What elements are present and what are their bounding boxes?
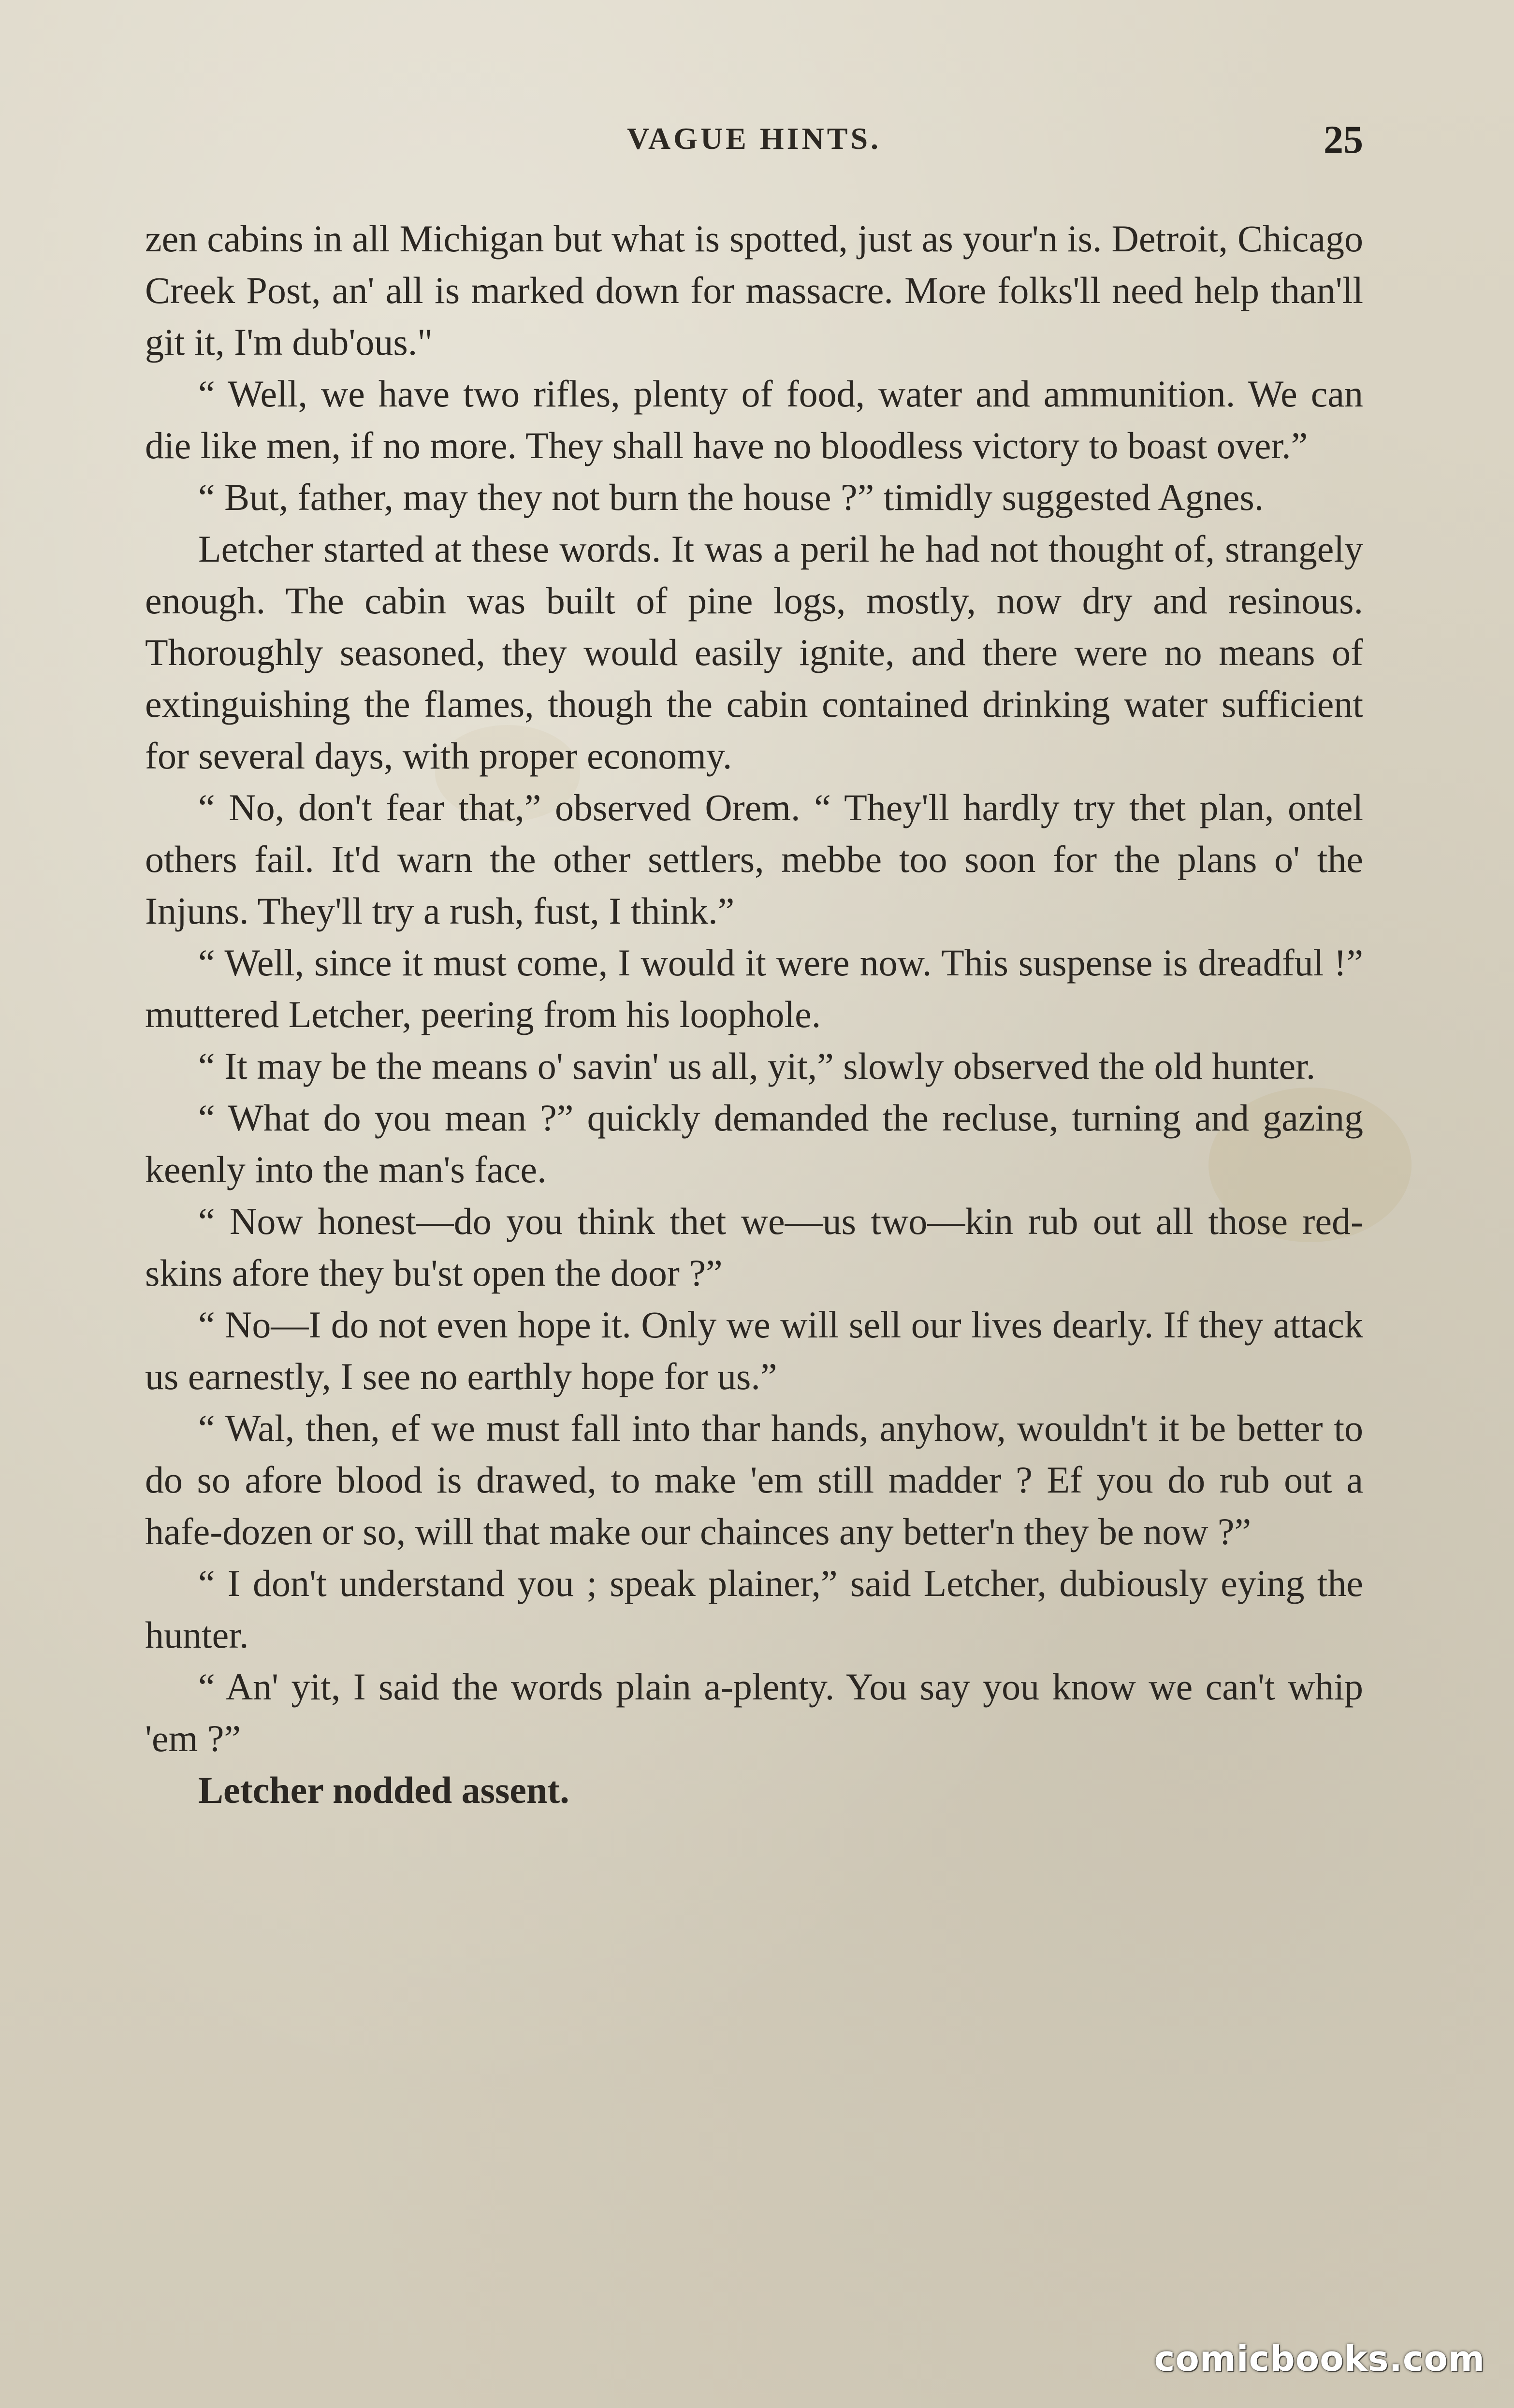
watermark: comicbooks.com <box>1154 2338 1485 2379</box>
paragraph: “ I don't understand you ; speak plainer,” said Letcher, dubiously eying the hunter. <box>145 1562 1363 1656</box>
paragraph: Letcher started at these words. It was a peril he had not thought of, strangely enough. The cabin was built of pine logs, mostly, now dry and resinous. Thoroughly seasoned, they would easily ignite, and there were no means of extinguishing the flames, though the cabin contained drinking water sufficient for several days, with proper economy. <box>145 528 1363 777</box>
page-number: 25 <box>1324 117 1363 161</box>
paragraph: “ An' yit, I said the words plain a-plenty. You say you know we can't whip 'em ?” <box>145 1666 1363 1759</box>
paragraph: “ It may be the means o' savin' us all, yit,” slowly observed the old hunter. <box>198 1045 1316 1087</box>
paragraph: “ But, father, may they not burn the house ?” timidly suggested Agnes. <box>198 476 1264 518</box>
paragraph: zen cabins in all Michigan but what is spotted, just as your'n is. Detroit, Chicago Creek Post, an' all is marked down for massacre. More folks'll need help than'll git it, I'm dub'ous." <box>145 218 1363 363</box>
running-head <box>145 117 1363 174</box>
paragraph: “ Wal, then, ef we must fall into thar hands, anyhow, wouldn't it be better to do so afore blood is drawed, to make 'em still madder ? Ef you do rub out a hafe-dozen or so, will that make our chainces any better'n they be now ?” <box>145 1407 1363 1552</box>
paragraph: “ Well, we have two rifles, plenty of food, water and ammunition. We can die like men, if no more. They shall have no bloodless victory to boast over.” <box>145 373 1363 466</box>
paragraph: “ What do you mean ?” quickly demanded the recluse, turning and gazing keenly into the man's face. <box>145 1097 1363 1190</box>
paragraph: “ Now honest—do you think thet we—us two—kin rub out all those red-skins afore they bu'st open the door ?” <box>145 1200 1363 1294</box>
paragraph: Letcher nodded assent. <box>198 1769 569 1811</box>
running-title: VAGUE HINTS. <box>626 121 882 156</box>
paragraph: “ No, don't fear that,” observed Orem. “ They'll hardly try thet plan, ontel others fail. It'd warn the other settlers, mebbe too soon for the plans o' the Injuns. They'll try a rush, fust, I think.” <box>145 786 1363 932</box>
paragraph: “ Well, since it must come, I would it were now. This suspense is dreadful !” muttered Letcher, peering from his loophole. <box>145 942 1363 1035</box>
paragraph: “ No—I do not even hope it. Only we will sell our lives dearly. If they attack us earnestly, I see no earthly hope for us.” <box>145 1304 1363 1397</box>
body-text <box>145 213 1363 1816</box>
